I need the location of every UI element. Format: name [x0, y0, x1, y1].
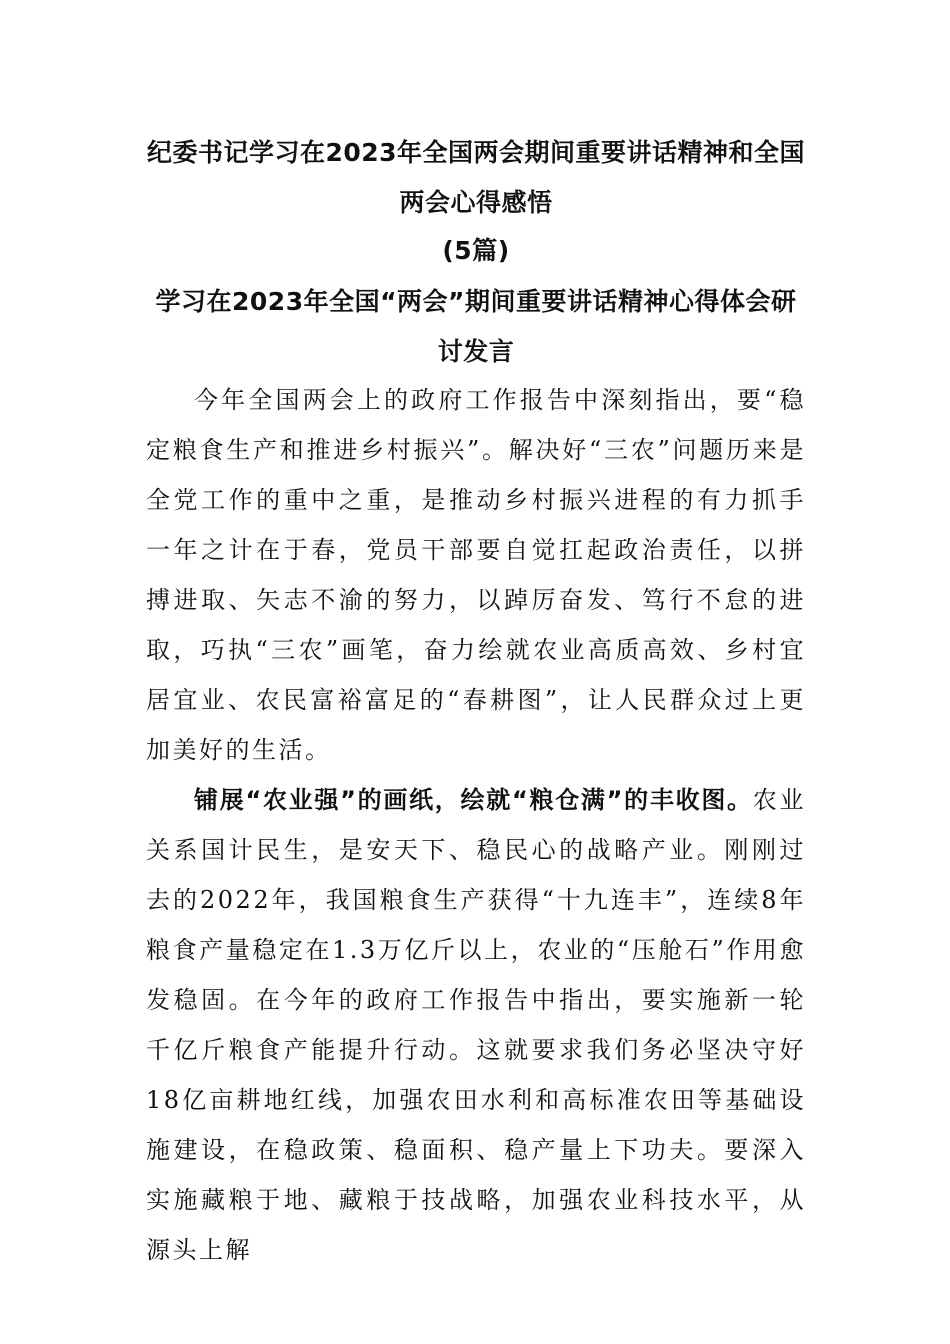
- paragraph-text: 今年全国两会上的政府工作报告中深刻指出，要“稳定粮食生产和推进乡村振兴”。解决好“三农”问题历来是全党工作的重中之重，是推动乡村振兴进程的有力抓手一年之计在于春，党员干部要自觉扛起政治责任，以拼搏进取、矢志不渝的努力，以踔厉奋发、笃行不怠的进取，巧执“三农”画笔，奋力绘就农业高质高效、乡村宜居宜业、农民富裕富足的“春耕图”，让人民群众过上更加美好的生活。: [146, 386, 806, 764]
- paragraph: [146, 375, 806, 775]
- document-title: 纪委书记学习在2023年全国两会期间重要讲话精神和全国两会心得感悟: [146, 138, 806, 217]
- article-title: 学习在2023年全国“两会”期间重要讲话精神心得体会研讨发言: [155, 287, 797, 366]
- document-subtitle: (5篇): [442, 236, 510, 265]
- paragraph: [146, 775, 806, 1275]
- paragraph-heading: 铺展“农业强”的画纸，绘就“粮仓满”的丰收图。: [194, 786, 753, 814]
- paragraph-text: 农业关系国计民生，是安天下、稳民心的战略产业。刚刚过去的2022年，我国粮食生产获得“十九连丰”，连续8年粮食产量稳定在1.3万亿斤以上，农业的“压舱石”作用愈发稳固。在今年的政府工作报告中指出，要实施新一轮千亿斤粮食产能提升行动。这就要求我们务必坚决守好18亿亩耕地红线，加强农田水利和高标准农田等基础设施建设，在稳政策、稳面积、稳产量上下功夫。要深入实施藏粮于地、藏粮于技战略，加强农业科技水平，从源头上解: [146, 786, 807, 1264]
